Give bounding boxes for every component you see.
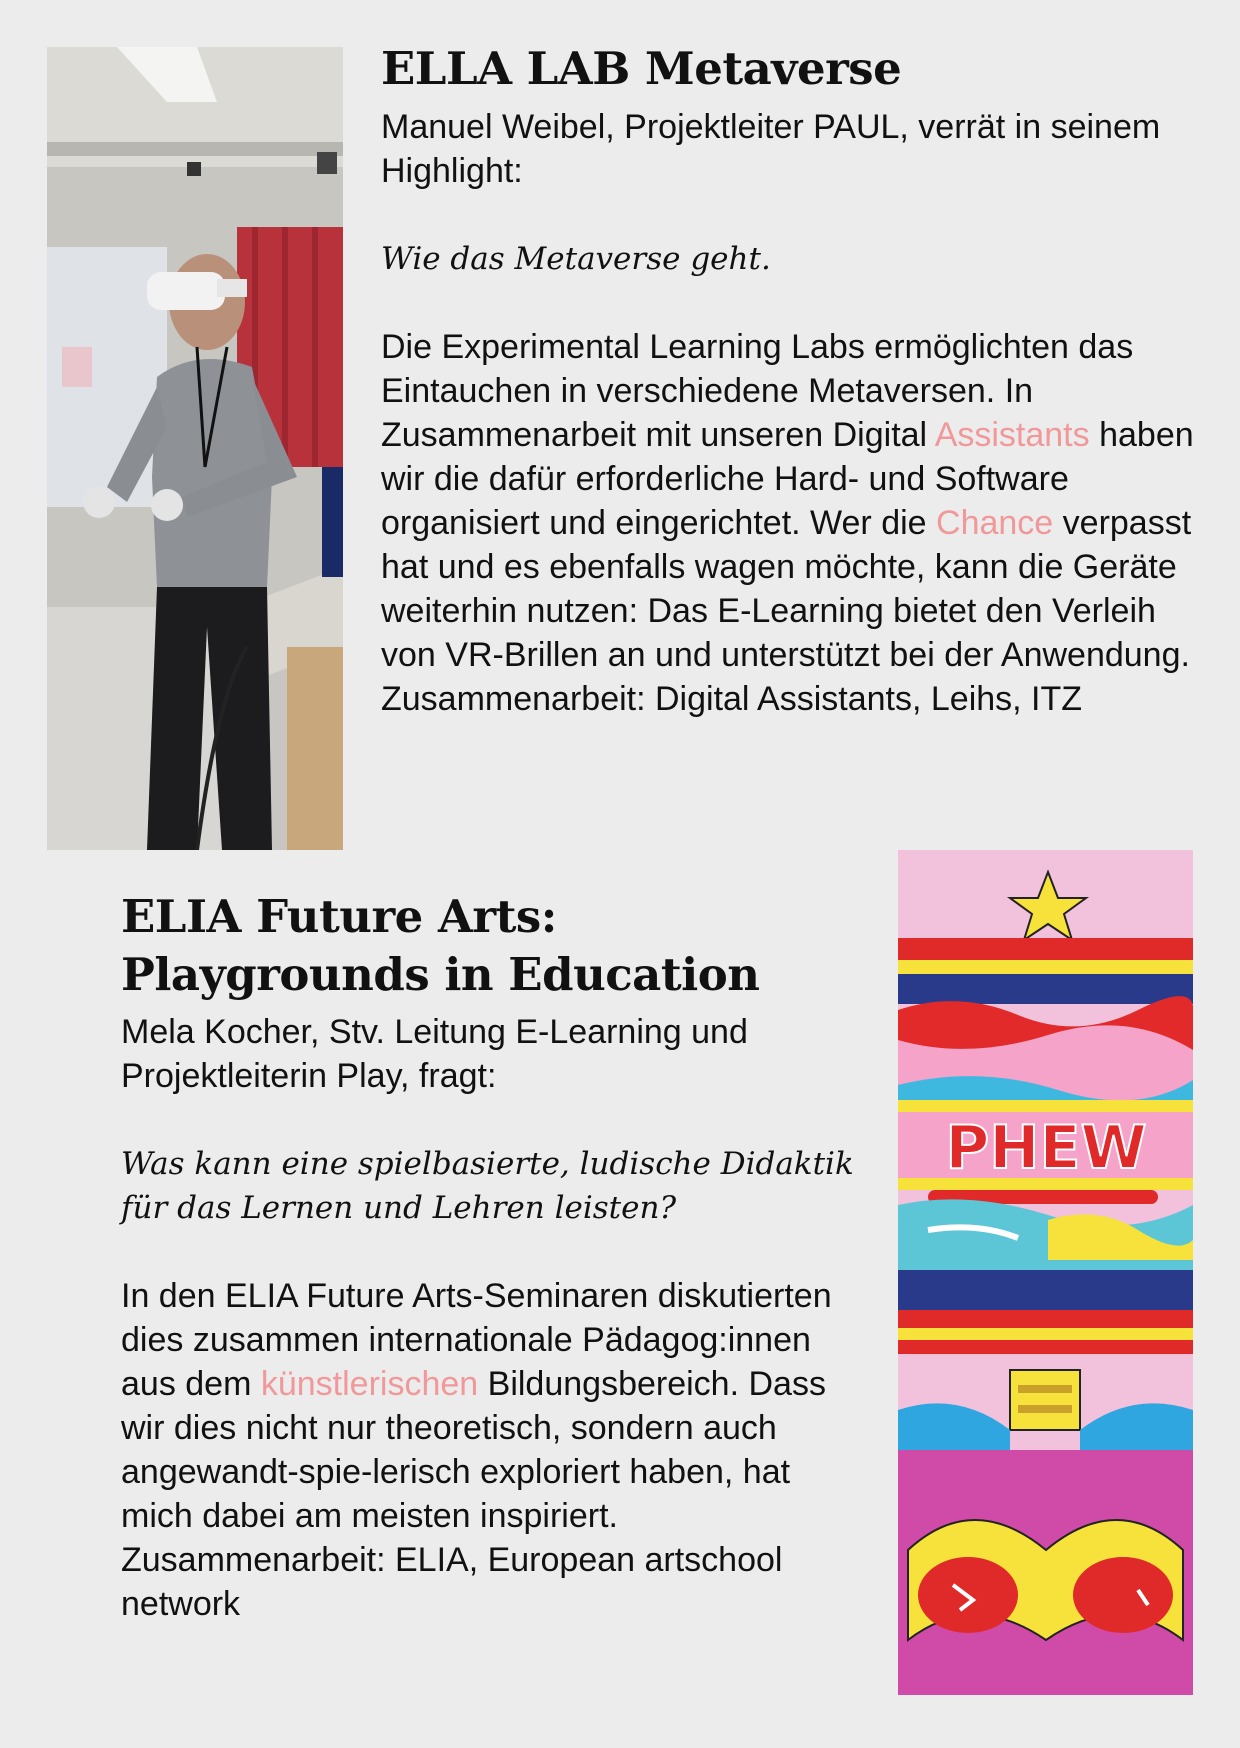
body-text: Die Experimental Learning Labs ermöglichten das Eintauchen in verschiedene Metaversen. In Zusammenarbeit mit unseren Digital — [381, 328, 1134, 454]
vr-headset-photo — [47, 47, 343, 850]
poster-word: PHEW — [945, 1113, 1147, 1183]
section-body — [381, 325, 1211, 721]
section-elia-future-arts — [121, 888, 871, 1626]
body-text: verpasst hat und es ebenfalls wagen möchte, kann die Geräte weiterhin nutzen: Das E-Learning bietet den Verleih von VR-Brillen an und unterstützt bei der Anwendung. Zusammenarbeit: Digital Assistants, Leihs, ITZ — [381, 504, 1192, 718]
body-text: Bildungsbereich. Dass wir dies nicht nur theoretisch, sondern auch angewandt-spie-lerisch exploriert haben, hat mich dabei am meisten inspiriert. Zusammenarbeit: ELIA, European artschool network — [121, 1365, 826, 1623]
section-ella-lab — [381, 40, 1211, 721]
title-line: Playgrounds in Education — [121, 948, 760, 1001]
section-intro: Mela Kocher, Stv. Leitung E-Learning und Projektleiterin Play, fragt: — [121, 1013, 748, 1095]
section-question: Was kann eine spielbasierte, ludische Didaktik für das Lernen und Lehren leisten? — [121, 1146, 854, 1226]
section-body — [121, 1274, 871, 1626]
phew-poster-illustration — [898, 850, 1193, 1695]
section-title: ELLA LAB Metaverse — [381, 42, 902, 95]
section-title — [121, 888, 871, 1004]
title-line: ELIA Future Arts: — [121, 890, 557, 943]
highlight-term: Assistants — [934, 416, 1090, 454]
body-text: In den ELIA Future Arts-Seminaren diskutierten dies zusammen internationale Pädagog:innen aus dem — [121, 1277, 832, 1403]
body-text: haben wir die dafür erforderliche Hard- und Software organisiert und eingerichtet. Wer die — [381, 416, 1194, 542]
section-intro: Manuel Weibel, Projektleiter PAUL, verrät in seinem Highlight: — [381, 108, 1161, 190]
section-question: Wie das Metaverse geht. — [381, 241, 771, 277]
highlight-term: künstlerischen — [260, 1365, 479, 1403]
highlight-term: Chance — [936, 504, 1054, 542]
